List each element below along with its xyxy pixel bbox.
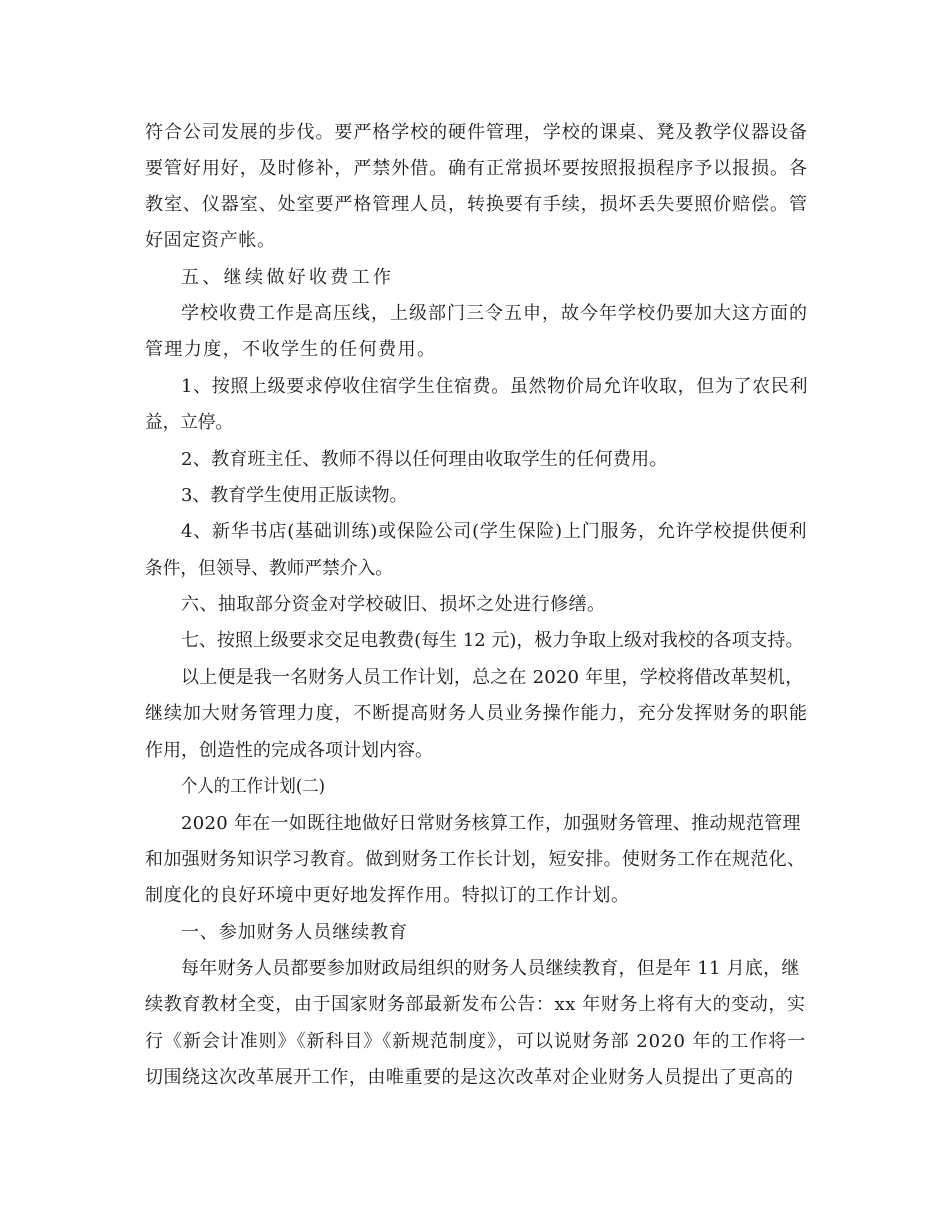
text-line: 好固定资产帐。 [145,230,276,251]
text-line: 续教育教材全变，由于国家财务部最新发布公告：xx 年财务上将有大的变动，实 [145,994,806,1015]
text-line: 学校收费工作是高压线，上级部门三令五申，故今年学校仍要加大这方面的 [181,303,808,324]
list-item: 3、教育学生使用正版读物。 [181,485,408,506]
section-heading: 七、按照上级要求交足电教费(每生 12 元)，极力争取上级对我校的各项支持。 [181,630,804,651]
text-line: 制度化的良好环境中更好地发挥作用。特拟订的工作计划。 [145,885,630,906]
section-heading: 一、参加财务人员继续教育 [181,922,408,943]
section-title: 个人的工作计划(二) [181,776,326,797]
text-line: 作用，创造性的完成各项计划内容。 [145,740,433,761]
text-line: 继续加大财务管理力度，不断提高财务人员业务操作能力，充分发挥财务的职能 [145,703,808,724]
text-line: 教室、仪器室、处室要严格管理人员，转换要有手续，损坏丢失要照价赔偿。管 [145,194,808,215]
text-line: 符合公司发展的步伐。要严格学校的硬件管理，学校的课桌、凳及教学仪器设备 [145,122,808,143]
text-line: 切围绕这次改革展开工作，由唯重要的是这次改革对企业财务人员提出了更高的 [145,1067,794,1088]
list-item: 2、教育班主任、教师不得以任何理由收取学生的任何费用。 [181,449,668,470]
text-line: 要管好用好，及时修补，严禁外借。确有正常损坏要按照报损程序予以报损。各 [145,158,808,179]
text-line: 以上便是我一名财务人员工作计划，总之在 2020 年里，学校将借改革契机， [181,667,804,688]
text-line: 管理力度，不收学生的任何费用。 [145,339,437,360]
text-line: 和加强财务知识学习教育。做到财务工作长计划，短安排。使财务工作在规范化、 [145,849,806,870]
text-line: 益，立停。 [145,412,233,433]
text-line: 每年财务人员都要参加财政局组织的财务人员继续教育，但是年 11 月底，继 [181,958,800,979]
list-item: 4、新华书店(基础训练)或保险公司(学生保险)上门服务，允许学校提供便利 [181,521,808,542]
text-line: 2020 年在一如既往地做好日常财务核算工作，加强财务管理、推动规范管理 [181,813,801,834]
list-item: 1、按照上级要求停收住宿学生住宿费。虽然物价局允许收取，但为了农民利 [181,376,809,397]
section-heading: 五、继续做好收费工作 [181,267,395,288]
text-line: 条件，但领导、教师严禁介入。 [145,558,393,579]
text-line: 行《新会计准则》《新科目》《新规范制度》，可以说财务部 2020 年的工作将一 [145,1031,807,1052]
section-heading: 六、抽取部分资金对学校破旧、损坏之处进行修缮。 [181,594,606,615]
